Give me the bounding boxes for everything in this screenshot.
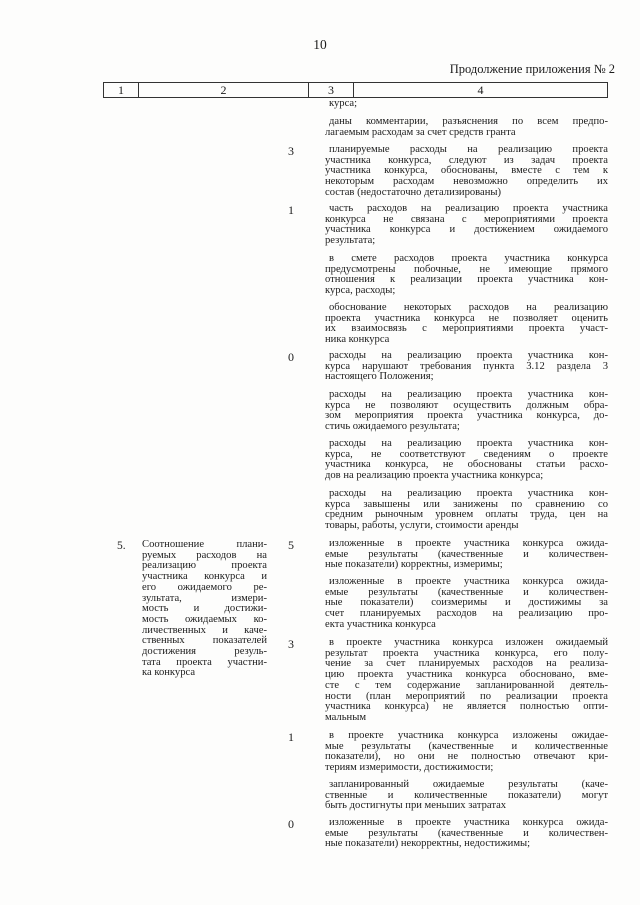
appendix-continuation-note: Продолжение приложения № 2	[449, 62, 615, 76]
text-line: емые результаты (качественные и количествен-	[325, 548, 608, 560]
text-line: проекта участника конкурса не позволяет оценить	[325, 312, 608, 324]
text-line: их взаимосвязь с мероприятиями проекта участ-	[325, 323, 608, 335]
criterion-line: личественных и каче-	[142, 624, 267, 636]
text-line: зом мероприятия проекта участника конкурса, до-	[325, 410, 608, 422]
text-line: курса;	[329, 98, 358, 109]
text-line: расходы на реализацию проекта участника кон-	[329, 350, 608, 361]
criterion-paragraph	[325, 254, 608, 297]
text-line: ственные и количественные показатели) могут	[325, 789, 608, 801]
criterion-paragraph	[325, 390, 608, 433]
criterion-line: мость ожидаемых ко-	[142, 613, 267, 625]
criterion-line: достижения резуль-	[142, 646, 267, 658]
text-line: ные показатели) некорректны, недостижимы;	[325, 838, 531, 850]
text-line: цию проекта участника конкурса обосновано, вме-	[325, 669, 608, 681]
criterion-paragraph	[325, 303, 608, 346]
text-line: емые результаты (качественные и количествен-	[325, 827, 608, 839]
text-line: курса не позволяют осуществить должным обра-	[325, 399, 608, 411]
score-value: 3	[288, 637, 294, 651]
text-line: участника конкурса, не обоснованы статьи расхо-	[325, 459, 608, 471]
text-line: в проекте участника конкурса изложен ожидаемый	[329, 637, 608, 648]
table-header-row	[103, 82, 608, 98]
criterion-paragraph	[325, 489, 608, 532]
criterion-paragraph	[325, 145, 608, 199]
text-line: стичь ожидаемого результата;	[325, 421, 460, 433]
criterion-line: ка конкурса	[142, 667, 196, 679]
text-line: лагаемым расходам за счет средств гранта	[325, 126, 516, 138]
text-line: участника конкурса, следуют из задач проекта	[325, 154, 608, 166]
criterion-paragraph	[325, 117, 608, 138]
column-header-4: 4	[477, 83, 484, 97]
score-value: 1	[288, 730, 294, 744]
text-line: предусмотрены побочные, не имеющие прямого	[325, 263, 608, 275]
criterion-line: ственных показателей	[142, 635, 267, 647]
text-line: чение за счет планируемых расходов на реализа-	[325, 658, 608, 670]
criterion-paragraph	[325, 638, 608, 724]
text-line: запланированный ожидаемые результаты (каче-	[329, 779, 608, 790]
text-line: сте с тем содержание запланированной деятель-	[325, 679, 608, 691]
criterion-text	[142, 540, 267, 679]
text-line: обоснование некоторых расходов на реализацию	[329, 302, 608, 313]
text-line: счет планируемых расходов на реализацию про-	[325, 608, 608, 620]
text-line: средним рыночным уровнем оплаты труда, цен на	[325, 509, 608, 521]
text-line: участника конкурса) не является полностью опти-	[325, 701, 608, 713]
text-line: в смете расходов проекта участника конкурса	[329, 253, 608, 264]
text-line: результат проекта участника конкурса, его полу-	[325, 647, 608, 659]
text-line: изложенные в проекте участника конкурса ожида-	[329, 576, 608, 587]
text-line: екта участника конкурса	[325, 618, 436, 630]
criterion-paragraph	[325, 731, 608, 774]
text-line: настоящего Положения;	[325, 371, 434, 383]
text-line: курса, не соответствуют сведениям о проекте	[325, 448, 608, 460]
score-value: 5	[288, 538, 294, 552]
criterion-line: его ожидаемого ре-	[142, 581, 267, 593]
text-line: участника конкурса, обоснованы, вместе с тем к	[325, 165, 608, 177]
text-line: участника конкурса и достижением ожидаемого	[325, 224, 608, 236]
criterion-paragraph	[325, 539, 608, 571]
criterion-paragraph	[325, 780, 608, 812]
text-line: расходы на реализацию проекта участника кон-	[329, 389, 608, 400]
criterion-line: Соотношение плани-	[142, 539, 267, 550]
text-line: курса завышены или занижены по сравнению со	[325, 498, 608, 510]
text-line: товары, работы, услуги, стоимости аренды	[325, 520, 519, 532]
criterion-line: тата проекта участни-	[142, 656, 267, 668]
criterion-paragraph	[325, 577, 608, 631]
criterion-line: мость и достижи-	[142, 603, 267, 615]
column-header-1: 1	[104, 83, 139, 97]
column-header-2: 2	[139, 83, 309, 97]
criterion-line: зультата, измери-	[142, 592, 267, 604]
text-line: ные показатели) корректны, измеримы;	[325, 559, 503, 571]
text-line: результата;	[325, 235, 376, 247]
text-line: изложенные в проекте участника конкурса ожида-	[329, 538, 608, 549]
item-number: 5.	[117, 540, 126, 552]
text-line: даны комментарии, разъяснения по всем предпо-	[329, 116, 608, 127]
score-value: 1	[288, 203, 294, 217]
text-line: показатели), но они не полностью отвечают кри-	[325, 751, 608, 763]
text-line: ности (план мероприятий по реализации проекта	[325, 690, 608, 702]
text-line: мальным	[325, 711, 367, 723]
criterion-line: руемых расходов на	[142, 549, 267, 561]
text-line: быть достигнуты при меньших затратах	[325, 800, 507, 812]
text-line: дов на реализацию проекта участника конкурса;	[325, 470, 544, 482]
text-line: емые результаты (качественные и количествен-	[325, 586, 608, 598]
text-line: ные показатели) соизмеримы и достижимы за	[325, 597, 608, 609]
text-line: мые результаты (качественные и количественные	[325, 740, 608, 752]
text-line: курса, расходы;	[325, 285, 396, 297]
score-value: 0	[288, 817, 294, 831]
score-value: 3	[288, 144, 294, 158]
criterion-paragraph	[325, 439, 608, 482]
text-line: в проекте участника конкурса изложены ожидае-	[329, 730, 608, 741]
text-line: конкурса не связана с мероприятиями проекта	[325, 213, 608, 225]
text-line: расходы на реализацию проекта участника кон-	[329, 438, 608, 449]
score-value: 0	[288, 350, 294, 364]
criterion-paragraph	[325, 204, 608, 247]
text-line: расходы на реализацию проекта участника кон-	[329, 488, 608, 499]
text-line: планируемые расходы на реализацию проекта	[329, 144, 608, 155]
criterion-paragraph	[325, 99, 608, 110]
text-line: отношения к реализации проекта участника кон-	[325, 274, 608, 286]
criterion-line: реализацию проекта	[142, 560, 267, 572]
text-line: некоторым расходам невозможно определить их	[325, 176, 608, 188]
page-number: 10	[313, 37, 327, 52]
column-header-3: 3	[309, 83, 354, 97]
text-line: часть расходов на реализацию проекта участника	[329, 203, 608, 214]
text-line: териям измеримости, достижимости;	[325, 762, 494, 774]
text-line: ника конкурса	[325, 334, 390, 346]
text-line: изложенные в проекте участника конкурса ожида-	[329, 817, 608, 828]
criterion-paragraph	[325, 351, 608, 383]
text-line: состав (недостаточно детализированы)	[325, 186, 502, 198]
criterion-paragraph	[325, 818, 608, 850]
criterion-line: участника конкурса и	[142, 571, 267, 583]
text-line: курса нарушают требования пункта 3.12 раздела 3	[325, 360, 608, 372]
